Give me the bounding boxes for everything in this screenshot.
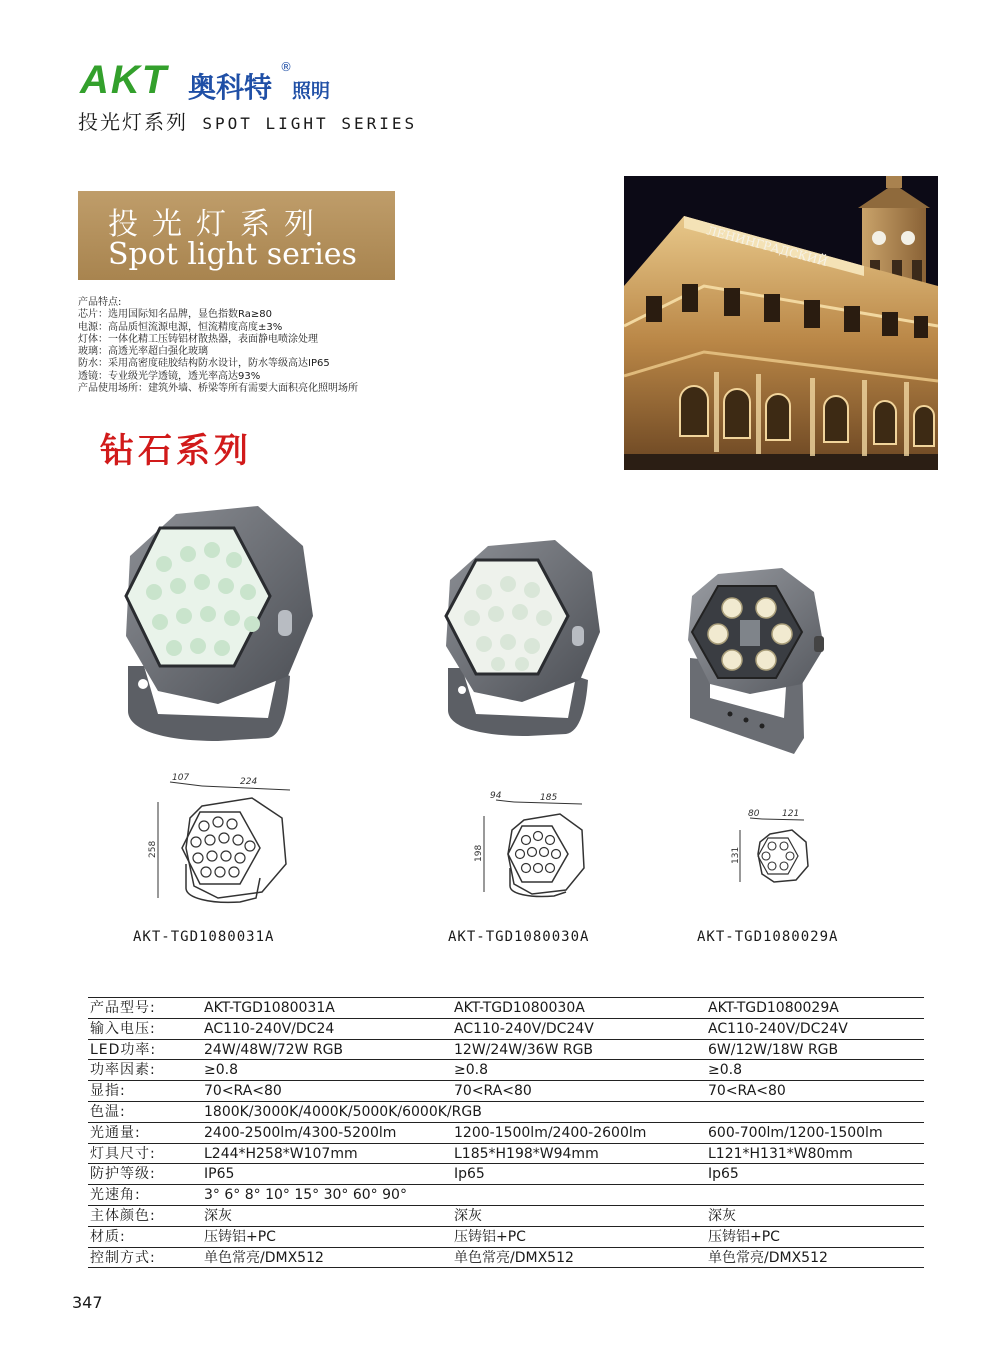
spec-value: 70<RA<80 [204,1083,282,1100]
spec-value: ≥0.8 [204,1062,238,1079]
table-row [88,1185,924,1206]
dim-width-label: 121 [782,809,800,819]
table-row [88,997,924,1019]
banner-title-cn: 投光灯系列 [108,207,328,242]
spec-value: L244*H258*W107mm [204,1145,358,1162]
spec-label: 控制方式: [90,1249,156,1266]
dim-height-label: 131 [731,846,741,864]
page-number: 347 [72,1293,103,1312]
spec-value: 深灰 [708,1207,736,1224]
spec-value: Ip65 [454,1166,485,1183]
feature-line: 产品使用场所：建筑外墙、桥梁等所有需要大面积亮化照明场所 [78,383,358,395]
spec-label: 灯具尺寸: [90,1145,156,1162]
logo-suffix: 照明 [292,80,331,102]
spec-value: 3° 6° 8° 10° 15° 30° 60° 90° [204,1187,407,1204]
spec-value: 单色常亮/DMX512 [454,1249,574,1266]
dimension-drawing-1 [140,768,320,928]
feature-line: 灯体：一体化精工压铸铝材散热器，表面静电喷涂处理 [78,333,318,345]
spec-value: 单色常亮/DMX512 [708,1249,828,1266]
dimension-drawing-3 [730,806,830,896]
feature-line: 透镜：专业级光学透镜，透光率高达93% [78,370,261,382]
table-row [88,1144,924,1165]
spec-table [88,997,924,1268]
banner-title-en: Spot light series [108,237,357,272]
logo-chinese: 奥科特 [188,71,273,104]
brand-logo [80,60,380,102]
feature-line: 芯片：选用国际知名品牌，显色指数Ra≥80 [78,309,272,321]
header-series-cn: 投光灯系列 [78,110,188,134]
spec-value: L121*H131*W80mm [708,1145,853,1162]
spec-value: 压铸铝+PC [454,1228,526,1245]
spec-value: 6W/12W/18W RGB [708,1041,839,1058]
spec-value: Ip65 [708,1166,739,1183]
table-row [88,1060,924,1081]
spec-value: 压铸铝+PC [204,1228,276,1245]
spec-value: 600-700lm/1200-1500lm [708,1124,883,1141]
spec-label: 防护等级: [90,1166,156,1183]
table-row [88,1081,924,1102]
spec-value: 70<RA<80 [454,1083,532,1100]
product-image-3 [684,568,830,758]
logo-registered-mark: ® [280,60,292,74]
building-photo [624,176,938,470]
spec-value: AKT-TGD1080031A [204,1000,335,1016]
spec-label: 主体颜色: [90,1207,156,1224]
table-row [88,1040,924,1061]
dim-depth-label: 107 [172,773,190,783]
table-row [88,1019,924,1040]
spec-label: 光通量: [90,1124,141,1141]
spec-value: AC110-240V/DC24V [454,1020,594,1037]
model-label-2: AKT-TGD1080030A [448,929,590,945]
spec-value: AC110-240V/DC24V [708,1020,848,1037]
feature-line: 玻璃：高透光率超白强化玻璃 [78,346,208,358]
spec-value: 12W/24W/36W RGB [454,1041,594,1058]
spec-label: 色温: [90,1103,126,1120]
dim-height-label: 258 [148,840,158,858]
table-row [88,1123,924,1144]
spec-value: AKT-TGD1080029A [708,1000,839,1016]
series-banner [78,191,395,280]
dim-height-label: 198 [474,844,484,862]
header-series-title [78,106,417,135]
spec-label: 材质: [90,1228,126,1245]
dim-depth-label: 94 [490,791,502,801]
spec-value: 1800K/3000K/4000K/5000K/6000K/RGB [204,1103,482,1120]
spec-value: IP65 [204,1166,235,1183]
spec-value: AC110-240V/DC24 [204,1020,335,1037]
building-illustration [624,176,938,470]
building-sign: ЛЕНИНГРАДСКИЙ [705,223,830,270]
dim-width-label: 185 [540,793,558,803]
table-row [88,1227,924,1248]
header-series-en: SPOT LIGHT SERIES [202,114,418,133]
spec-label: LED功率: [90,1041,157,1058]
feature-line: 防水：采用高密度硅胶结构防水设计，防水等级高达IP65 [78,358,330,370]
product-image-1 [118,506,318,751]
dimension-drawing-2 [470,788,610,908]
feature-line: 电源：高品质恒流源电源，恒流精度高度±3% [78,321,283,333]
spec-value: ≥0.8 [708,1062,742,1079]
spec-label: 功率因素: [90,1062,156,1079]
logo-latin: AKT [80,58,169,102]
spec-value: AKT-TGD1080030A [454,1000,585,1016]
table-row [88,1248,924,1269]
spec-value: L185*H198*W94mm [454,1145,599,1162]
product-image-2 [440,540,605,750]
model-label-3: AKT-TGD1080029A [697,929,839,945]
dim-width-label: 224 [240,777,258,787]
spec-value: 2400-2500lm/4300-5200lm [204,1124,397,1141]
dim-depth-label: 80 [748,809,760,819]
spec-value: 压铸铝+PC [708,1228,780,1245]
model-label-1: AKT-TGD1080031A [133,929,275,945]
spec-value: 24W/48W/72W RGB [204,1041,344,1058]
spec-label: 输入电压: [90,1020,156,1037]
spec-value: 深灰 [204,1207,232,1224]
product-features [78,297,598,395]
spec-label: 光速角: [90,1187,141,1204]
spec-label: 产品型号: [90,1000,156,1016]
diamond-series-title: 钻石系列 [100,431,252,471]
spec-label: 显指: [90,1083,126,1100]
feature-line: 产品特点: [78,297,122,308]
spec-value: 单色常亮/DMX512 [204,1249,324,1266]
spec-value: 70<RA<80 [708,1083,786,1100]
table-row [88,1206,924,1227]
spec-value: 深灰 [454,1207,482,1224]
table-row [88,1102,924,1123]
spec-value: 1200-1500lm/2400-2600lm [454,1124,647,1141]
table-row [88,1164,924,1185]
spec-value: ≥0.8 [454,1062,488,1079]
